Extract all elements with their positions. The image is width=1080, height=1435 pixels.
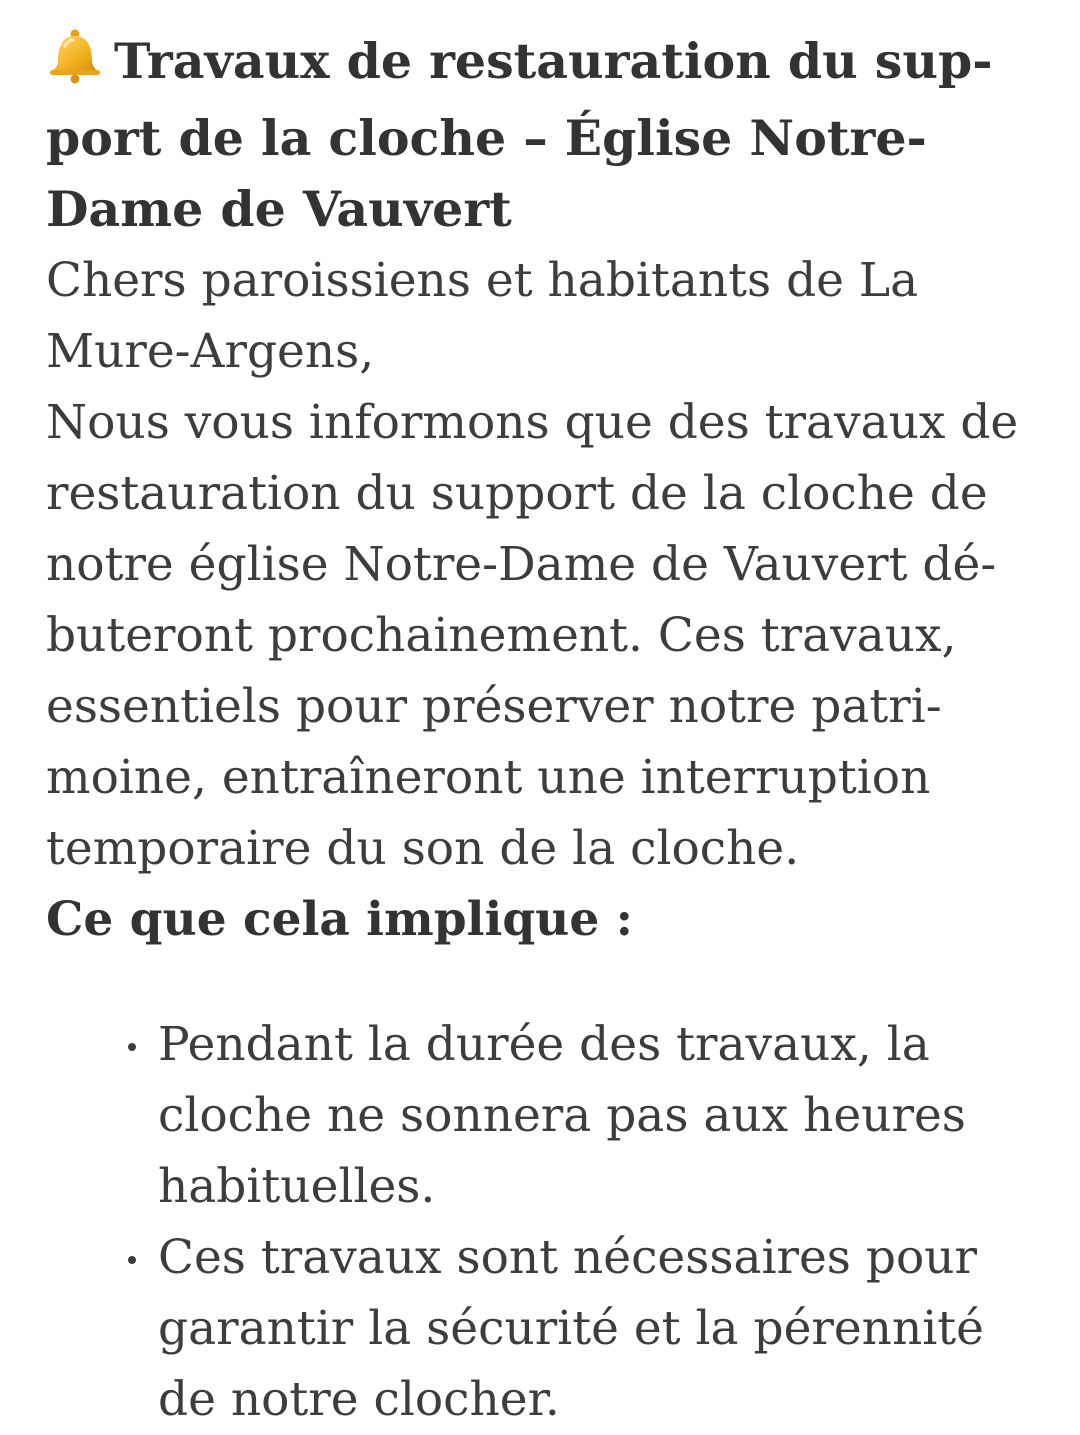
section-subheading: Ce que cela implique : [46, 892, 633, 947]
article-title-heading [46, 26, 1046, 245]
intro-paragraph: Nous vous informons que des travaux de restauration du support de la cloche de notre église Notre-Dame de Vauvert dé-buteront prochainement. Ces travaux, essentiels pour préserver notre patri-moine, entraîneront une interruption temporaire du son de la cloche. [46, 395, 1019, 876]
list-item [158, 1222, 1038, 1435]
article-title: Travaux de restauration du sup-port de la cloche – Église Notre-Dame de Vauvert [46, 32, 993, 238]
bullet-dot-icon [128, 1256, 136, 1264]
greeting: Chers paroissiens et habitants de La Mure-Argens, [46, 253, 919, 379]
bullet-dot-icon [128, 1043, 136, 1051]
list-item-text: Ces travaux sont nécessaires pour garantir la sécurité et la pérennité de notre clocher. [158, 1230, 984, 1427]
list-item-text: Pendant la durée des travaux, la cloche ne sonnera pas aux heures habituelles. [158, 1017, 966, 1214]
list-item [158, 1009, 1038, 1222]
article [46, 26, 1046, 1435]
bell-icon [46, 28, 104, 103]
implications-list [46, 1009, 1038, 1435]
